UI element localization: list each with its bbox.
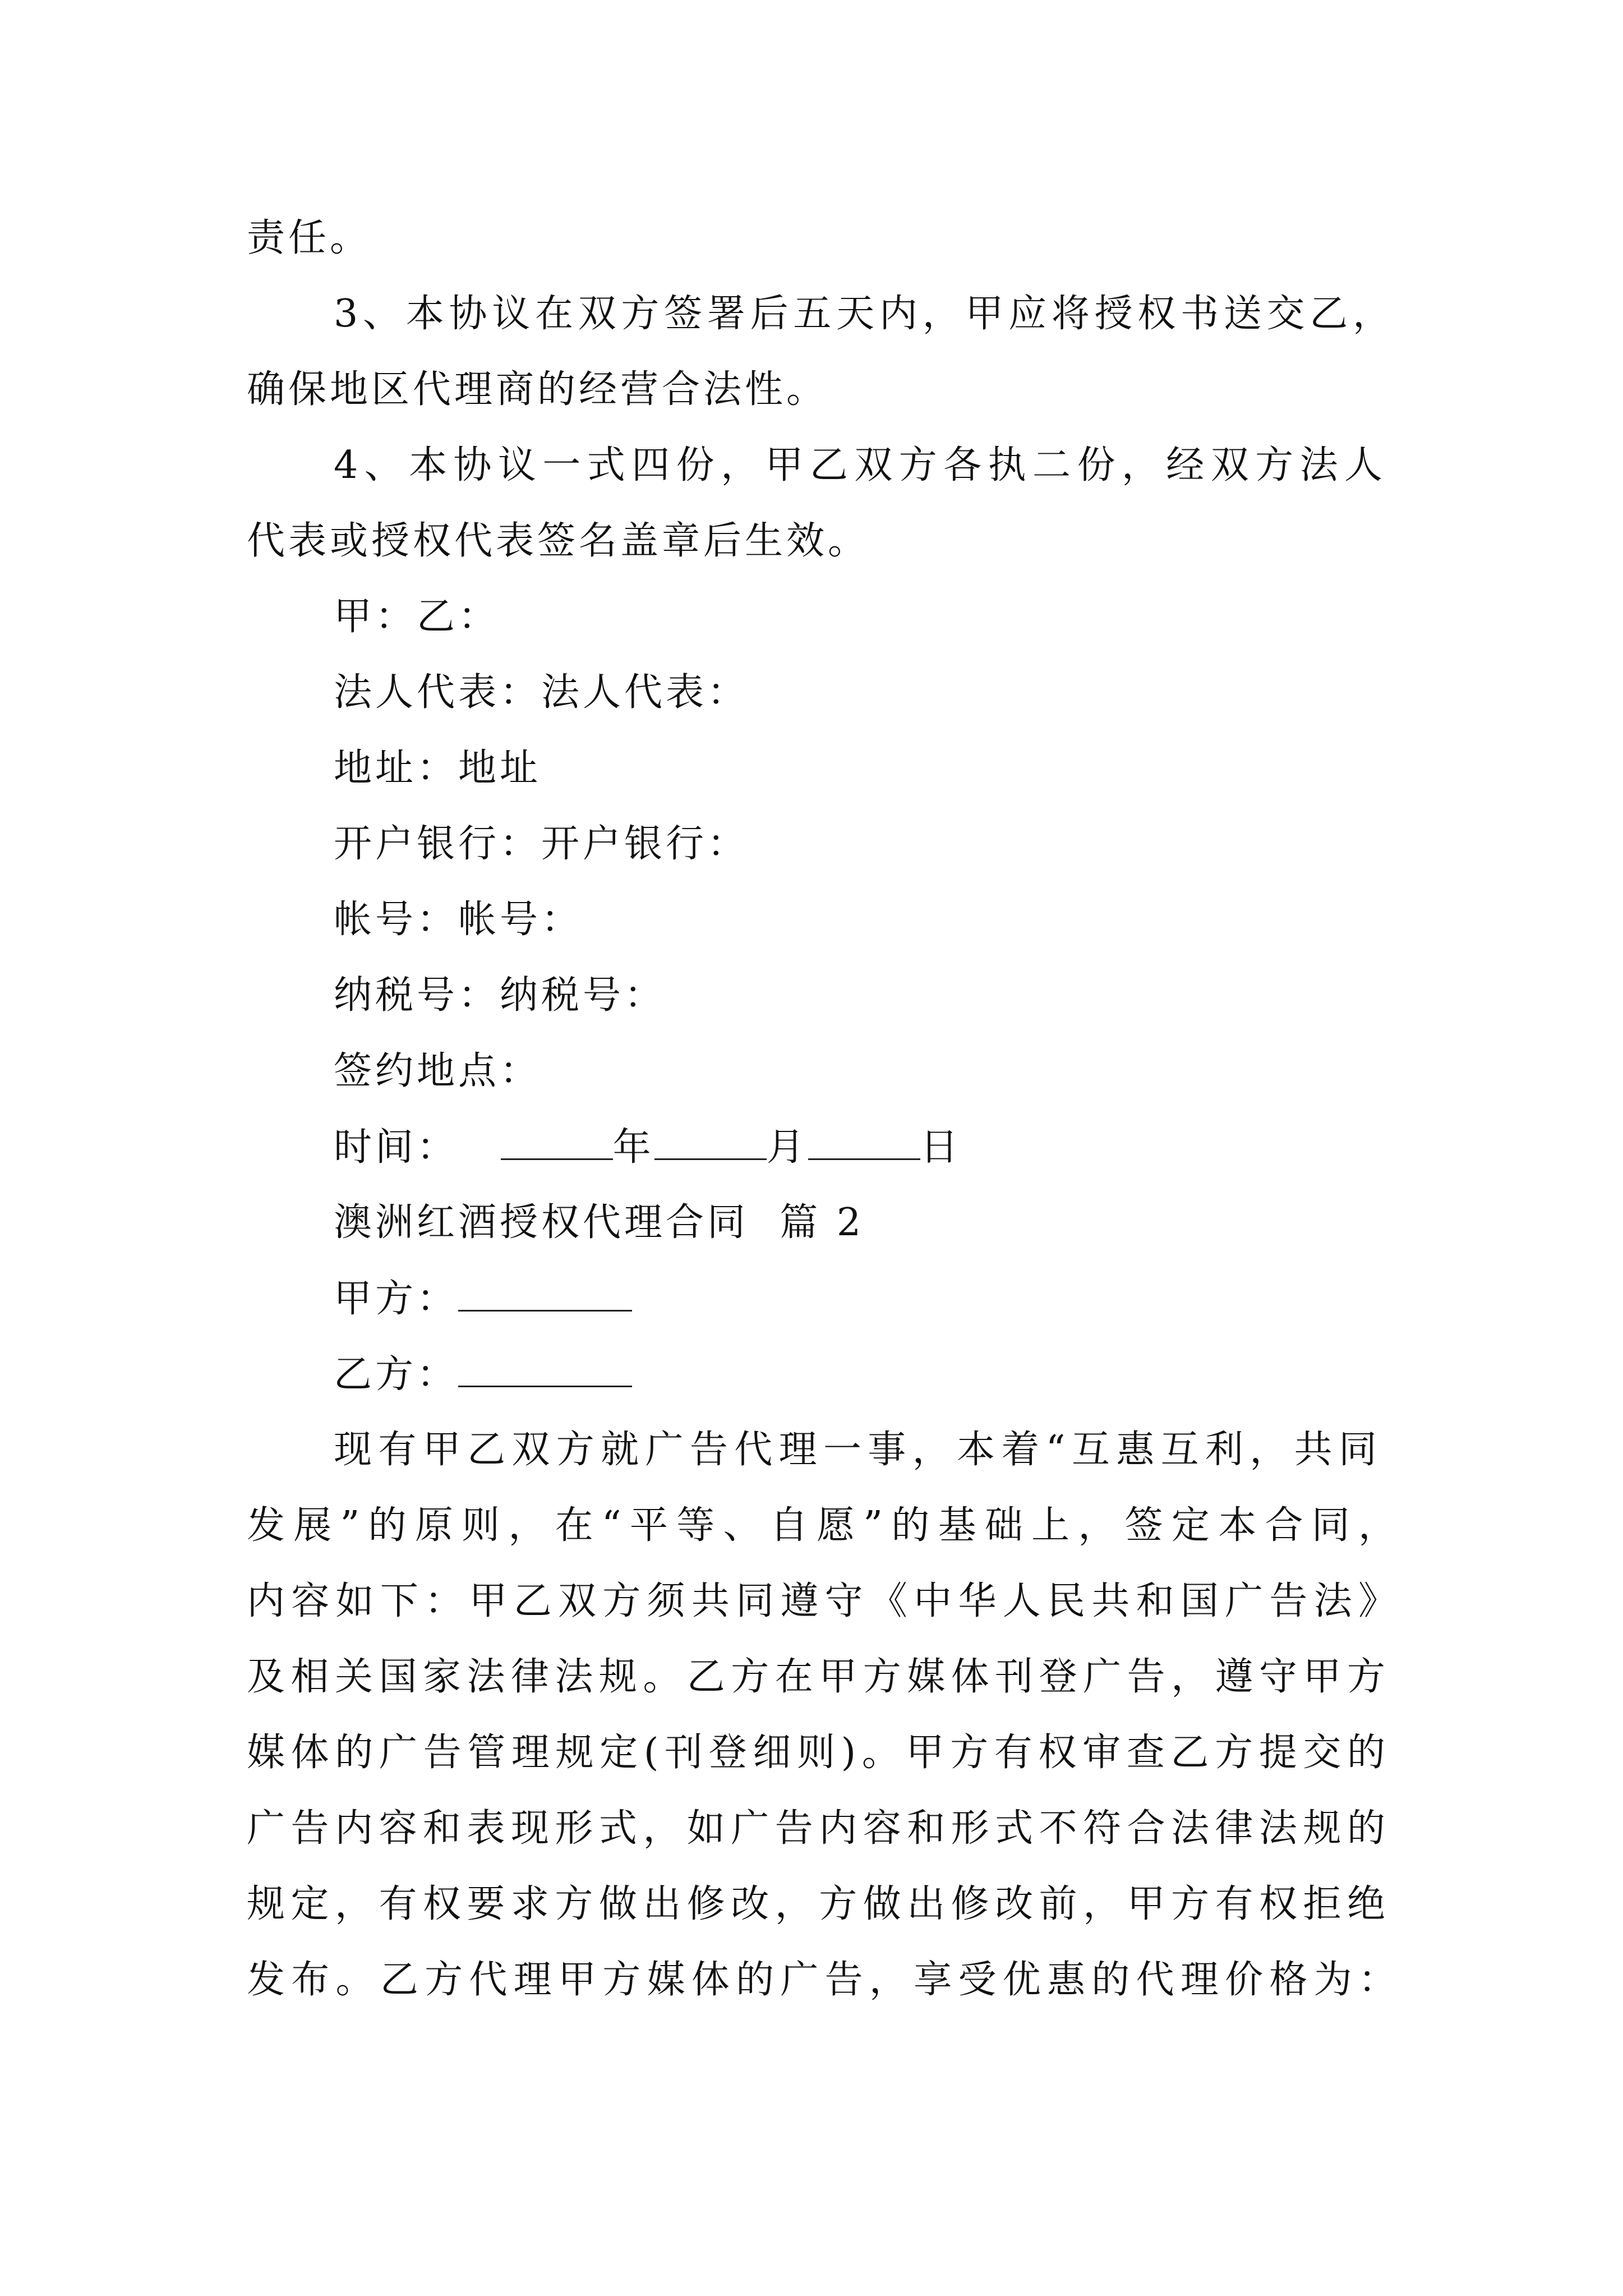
day-blank bbox=[808, 1125, 920, 1160]
body-line: 广告内容和表现形式，如广告内容和形式不符合法律法规的 bbox=[247, 1806, 1385, 1851]
account-line: 帐号：帐号： bbox=[334, 898, 583, 942]
year-blank bbox=[501, 1125, 613, 1160]
day-label: 日 bbox=[920, 1125, 962, 1170]
party-b-label: 乙方： bbox=[334, 1352, 459, 1397]
time-line bbox=[334, 1125, 962, 1170]
party-a-label: 甲方： bbox=[334, 1277, 459, 1321]
text-line: 确保地区代理商的经营合法性。 bbox=[247, 367, 828, 412]
text-line: 4、本协议一式四份，甲乙双方各执二份，经双方法人 bbox=[334, 443, 1382, 487]
body-line: 发展”的原则，在“平等、自愿”的基础上，签定本合同， bbox=[247, 1503, 1396, 1548]
party-b-blank bbox=[458, 1352, 632, 1387]
body-line: 媒体的广告管理规定(刊登细则)。甲方有权审查乙方提交的 bbox=[247, 1731, 1385, 1775]
text-line: 代表或授权代表签名盖章后生效。 bbox=[247, 519, 870, 563]
month-label: 月 bbox=[766, 1125, 808, 1170]
bank-line: 开户银行：开户银行： bbox=[334, 822, 749, 866]
address-line: 地址：地址 bbox=[334, 746, 542, 790]
signing-place-line: 签约地点： bbox=[334, 1049, 542, 1093]
party-b-line bbox=[334, 1352, 632, 1397]
party-a-line bbox=[334, 1276, 632, 1322]
tax-number-line: 纳税号：纳税号： bbox=[334, 973, 666, 1018]
body-line: 现有甲乙双方就广告代理一事，本着“互惠互利，共同 bbox=[334, 1428, 1377, 1472]
body-line: 发布。乙方代理甲方媒体的广告，享受优惠的代理价格为： bbox=[247, 1958, 1396, 2002]
body-line: 及相关国家法律法规。乙方在甲方媒体刊登广告，遵守甲方 bbox=[247, 1655, 1385, 1699]
legal-rep-line: 法人代表：法人代表： bbox=[334, 670, 749, 715]
body-line: 规定，有权要求方做出修改，方做出修改前，甲方有权拒绝 bbox=[247, 1882, 1385, 1926]
body-line: 内容如下：甲乙双方须共同遵守《中华人民共和国广告法》 bbox=[247, 1579, 1396, 1623]
text-line: 3、本协议在双方签署后五天内，甲应将授权书送交乙， bbox=[334, 292, 1391, 336]
party-a-blank bbox=[458, 1276, 632, 1312]
signature-party-line: 甲：乙： bbox=[334, 595, 500, 639]
text-line: 责任。 bbox=[247, 216, 372, 260]
time-label: 时间： bbox=[334, 1125, 459, 1170]
month-blank bbox=[654, 1125, 767, 1160]
section-title: 澳洲红酒授权代理合同 篇 2 bbox=[334, 1200, 865, 1245]
year-label: 年 bbox=[612, 1125, 654, 1170]
